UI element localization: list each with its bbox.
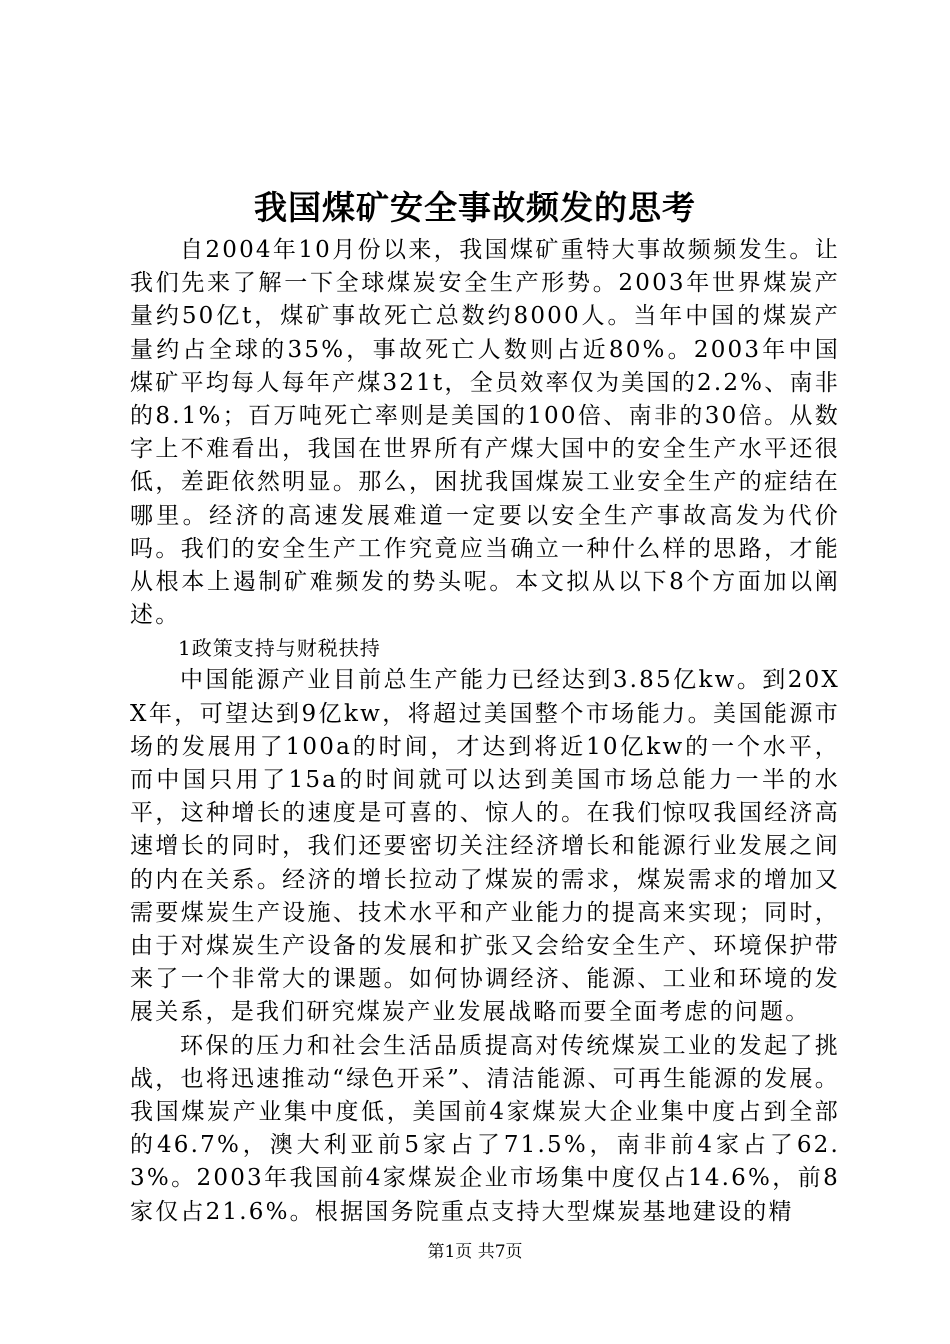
paragraph-energy-capacity: 中国能源产业目前总生产能力已经达到3.85亿kw。到20XX年，可望达到9亿kw，将超过美国整个市场能力。美国能源市场的发展用了100a的时间，才达到将近10亿kw的一个水平，而中国只用了15a的时间就可以达到美国市场总能力一半的水平，这种增长的速度是可喜的、惊人的。在我们惊叹我国经济高速增长的同时，我们还要密切关注经济增长和能源行业发展之间的内在关系。经济的增长拉动了煤炭的需求，煤炭需求的增加又需要煤炭生产设施、技术水平和产业能力的提高来实现；同时，由于对煤炭生产设备的发展和扩张又会给安全生产、环境保护带来了一个非常大的课题。如何协调经济、能源、工业和环境的发展关系，是我们研究煤炭产业发展战略而要全面考虑的问题。 (130, 667, 840, 1026)
page-number-footer: 第1页 共7页 (427, 1242, 523, 1262)
document-body (130, 234, 840, 1229)
paragraph-industry-concentration: 环保的压力和社会生活品质提高对传统煤炭工业的发起了挑战，也将迅速推动“绿色开采”、清洁能源、可再生能源的发展。我国煤炭产业集中度低，美国前4家煤炭大企业集中度占到全部的46.7%，澳大利亚前5家占了71.5%，南非前4家占了62.3%。2003年我国前4家煤炭企业市场集中度仅占14.6%，前8家仅占21.6%。根据国务院重点支持大型煤炭基地建设的精 (130, 1032, 840, 1225)
section-heading: 1政策支持与财税扶持 (178, 636, 381, 661)
document-title: 我国煤矿安全事故频发的思考 (254, 188, 696, 227)
paragraph-intro: 自2004年10月份以来，我国煤矿重特大事故频频发生。让我们先来了解一下全球煤炭安全生产形势。2003年世界煤炭产量约50亿t，煤矿事故死亡总数约8000人。当年中国的煤炭产量约占全球的35%，事故死亡人数则占近80%。2003年中国煤矿平均每人每年产煤321t，全员效率仅为美国的2.2%、南非的8.1%；百万吨死亡率则是美国的100倍、南非的30倍。从数字上不难看出，我国在世界所有产煤大国中的安全生产水平还很低，差距依然明显。那么，困扰我国煤炭工业安全生产的症结在哪里。经济的高速发展难道一定要以安全生产事故高发为代价吗。我们的安全生产工作究竟应当确立一种什么样的思路，才能从根本上遏制矿难频发的势头呢。本文拟从以下8个方面加以阐述。 (130, 237, 840, 629)
